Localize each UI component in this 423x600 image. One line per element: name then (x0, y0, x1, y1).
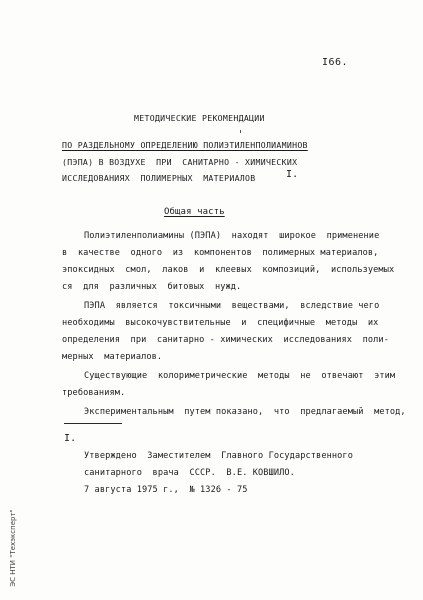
paragraph-1-line-4: ся для различных битовых нужд. (62, 282, 242, 292)
footnote-line-2: санитарного врача СССР. В.Е. КОВШИЛО. (84, 468, 295, 478)
page-number: I66. (322, 57, 349, 68)
paragraph-2-line-4: мерных материалов. (62, 352, 163, 362)
heading-line-2: ПО РАЗДЕЛЬНОМУ ОПРЕДЕЛЕНИЮ ПОЛИЭТИЛЕНПОЛИАМИНОВ (62, 140, 308, 150)
heading-line-4: ИССЛЕДОВАНИЯХ ПОЛИМЕРНЫХ МАТЕРИАЛОВ (62, 173, 256, 183)
handwritten-tick-mark (240, 130, 241, 133)
paragraph-2-line-3: определения при санитарно - химических исследованиях поли- (62, 335, 389, 345)
footnote-mark: I. (64, 433, 77, 444)
paragraph-4-line-1: Экспериментальным путем показано, что предлагаемый метод, (84, 407, 406, 417)
paragraph-1-line-1: Полиэтиленполиамины (ПЭПА) находят широкое применение (84, 231, 380, 241)
footnote-line-3: 7 августа 1975 г., № 1326 - 75 (84, 485, 248, 495)
paragraph-3-line-1: Существующие колориметрические методы не отвечают этим (84, 371, 396, 381)
section-title: Общая часть (164, 207, 225, 217)
heading-line-3: (ПЭПА) В ВОЗДУХЕ ПРИ САНИТАРНО - ХИМИЧЕСКИХ (62, 157, 298, 167)
paragraph-1-line-3: эпоксидных смол, лаков и клеевых композиций, используемых (62, 265, 395, 275)
paragraph-3-line-2: требованиям. (62, 388, 126, 398)
stamp-text: ЭС НТИ "Техэксперт" (9, 509, 17, 587)
heading-footnote-mark: I. (286, 169, 299, 180)
paragraph-1-line-2: в качестве одного из компонентов полимерных материалов, (62, 248, 379, 258)
heading-title: МЕТОДИЧЕСКИЕ РЕКОМЕНДАЦИИ (134, 113, 265, 123)
paragraph-2-line-2: необходимы высокочувствительные и специфичные методы их (62, 318, 379, 328)
footnote-divider (64, 423, 122, 424)
footnote-line-1: Утверждено Заместителем Главного Государственного (84, 451, 353, 461)
paragraph-2-line-1: ПЭПА является токсичными веществами, вследствие чего (84, 301, 380, 311)
side-stamp (4, 500, 22, 596)
